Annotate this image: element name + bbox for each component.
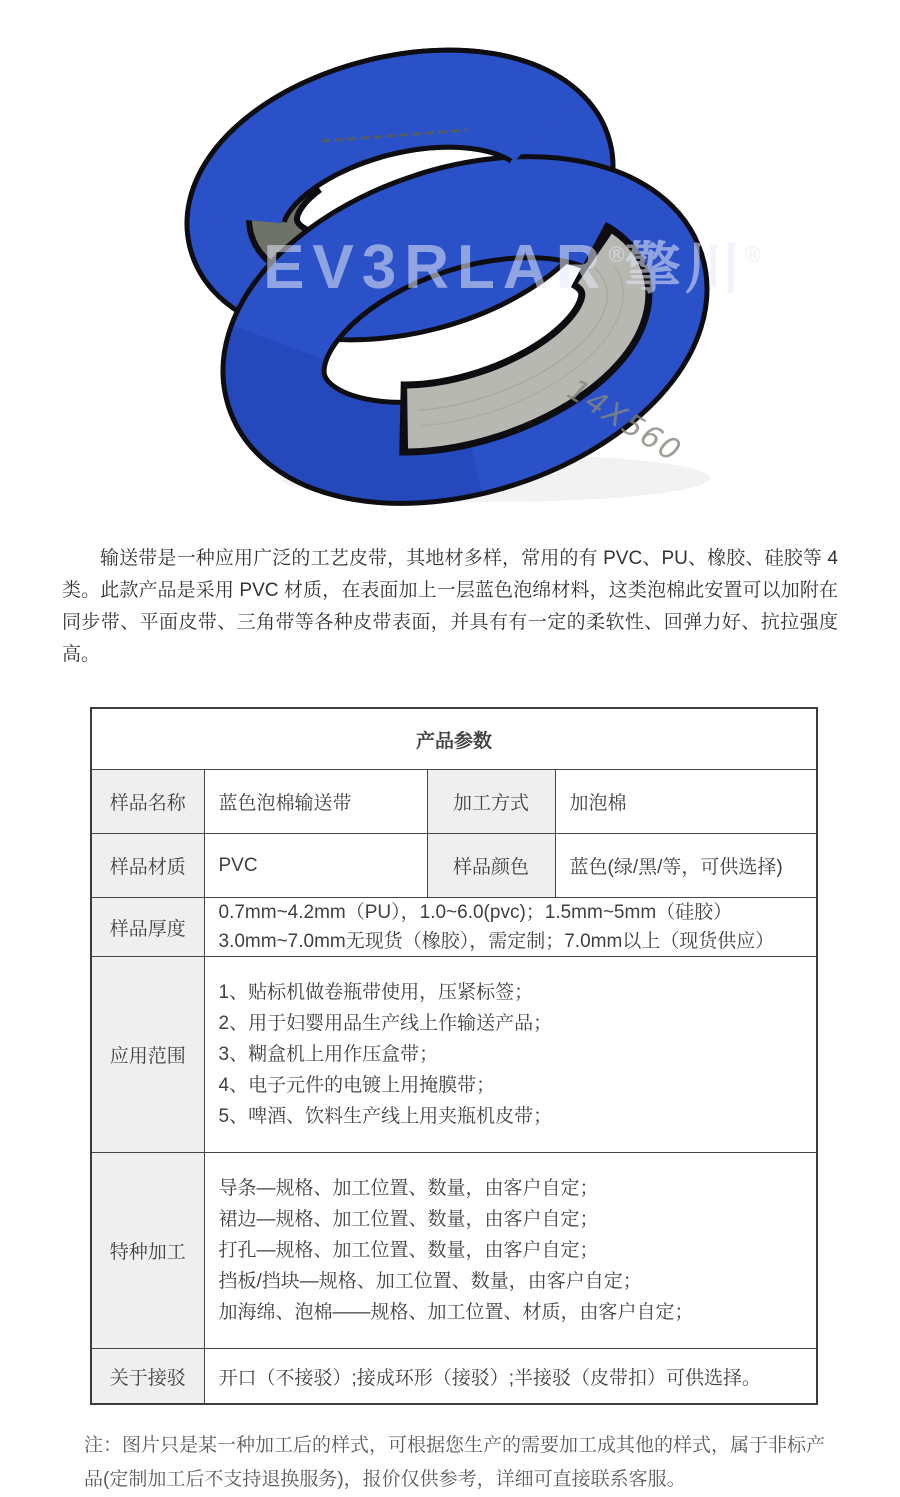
- special-processing-item: 挡板/挡块—规格、加工位置、数量，由客户自定；: [218, 1271, 642, 1292]
- brand-watermark-cjk: 擎川: [624, 237, 745, 300]
- param-value-special-processing: [204, 1153, 817, 1349]
- param-label-thickness: 样品厚度: [91, 898, 204, 957]
- param-value-processing: 加泡棉: [555, 770, 817, 834]
- special-processing-item: 加海绵、泡棉——规格、加工位置、材质，由客户自定；: [218, 1302, 694, 1323]
- application-item: 3、糊盒机上用作压盒带；: [218, 1044, 439, 1065]
- param-value-material: PVC: [204, 834, 427, 898]
- application-item: 4、电子元件的电镀上用掩膜带；: [218, 1075, 496, 1096]
- table-row: [91, 770, 817, 834]
- application-item: 5、啤酒、饮料生产线上用夹瓶机皮带；: [218, 1106, 553, 1127]
- param-label-processing: 加工方式: [427, 770, 555, 834]
- special-processing-item: 打孔—规格、加工位置、数量，由客户自定；: [218, 1240, 599, 1261]
- footnote: 注：图片只是某一种加工后的样式，可根据您生产的需要加工成其他的样式，属于非标产品(定制加工后不支持退换服务)，报价仅供参考，详细可直接联系客服。: [84, 1435, 826, 1490]
- table-row: [91, 898, 817, 957]
- conveyor-belt-illustration: [0, 0, 900, 515]
- param-label-splicing: 关于接驳: [91, 1349, 204, 1405]
- handwritten-size-marking: 14X560: [560, 372, 688, 470]
- param-value-application: [204, 957, 817, 1153]
- param-label-application: 应用范围: [91, 957, 204, 1153]
- table-row: [91, 834, 817, 898]
- special-processing-item: 裙边—规格、加工位置、数量，由客户自定；: [218, 1209, 599, 1230]
- param-label-color: 样品颜色: [427, 834, 555, 898]
- product-photo: [0, 0, 900, 515]
- table-row: [91, 1349, 817, 1405]
- application-item: 2、用于妇婴用品生产线上作输送产品；: [218, 1013, 553, 1034]
- brand-watermark: [263, 233, 761, 302]
- application-item: 1、贴标机做卷瓶带使用，压紧标签；: [218, 982, 534, 1003]
- param-label-sample-name: 样品名称: [91, 770, 204, 834]
- product-intro-paragraph: 输送带是一种应用广泛的工艺皮带，其地材多样，常用的有 PVC、PU、橡胶、硅胶等 4 类。此款产品是采用 PVC 材质，在表面加上一层蓝色泡绵材料，这类泡棉此安置可以加附在同步带、平面皮带、三角带等各种皮带表面，并具有有一定的柔软性、回弹力好、抗拉强度高。: [62, 548, 838, 665]
- table-title: 产品参数: [91, 708, 817, 770]
- param-value-splicing: 开口（不接驳）;接成环形（接驳）;半接驳（皮带扣）可供选择。: [204, 1349, 817, 1405]
- special-processing-item: 导条—规格、加工位置、数量，由客户自定；: [218, 1178, 599, 1199]
- param-label-special-processing: 特种加工: [91, 1153, 204, 1349]
- param-value-thickness: [204, 898, 817, 957]
- param-value-color: 蓝色(绿/黑/等，可供选择): [555, 834, 817, 898]
- table-row: [91, 1153, 817, 1349]
- brand-watermark-latin: EV3RLAR: [263, 233, 609, 302]
- thickness-line: 0.7mm~4.2mm（PU），1.0~6.0(pvc)；1.5mm~5mm（硅胶）: [218, 902, 733, 923]
- registered-mark-icon: ®: [608, 242, 625, 267]
- thickness-line: 3.0mm~7.0mm无现货（橡胶），需定制；7.0mm以上（现货供应）: [218, 931, 775, 952]
- param-label-material: 样品材质: [91, 834, 204, 898]
- param-value-sample-name: 蓝色泡棉输送带: [204, 770, 427, 834]
- table-row: [91, 957, 817, 1153]
- product-params-table: [90, 707, 818, 1405]
- registered-mark-icon: ®: [744, 242, 761, 267]
- table-title-row: [91, 708, 817, 770]
